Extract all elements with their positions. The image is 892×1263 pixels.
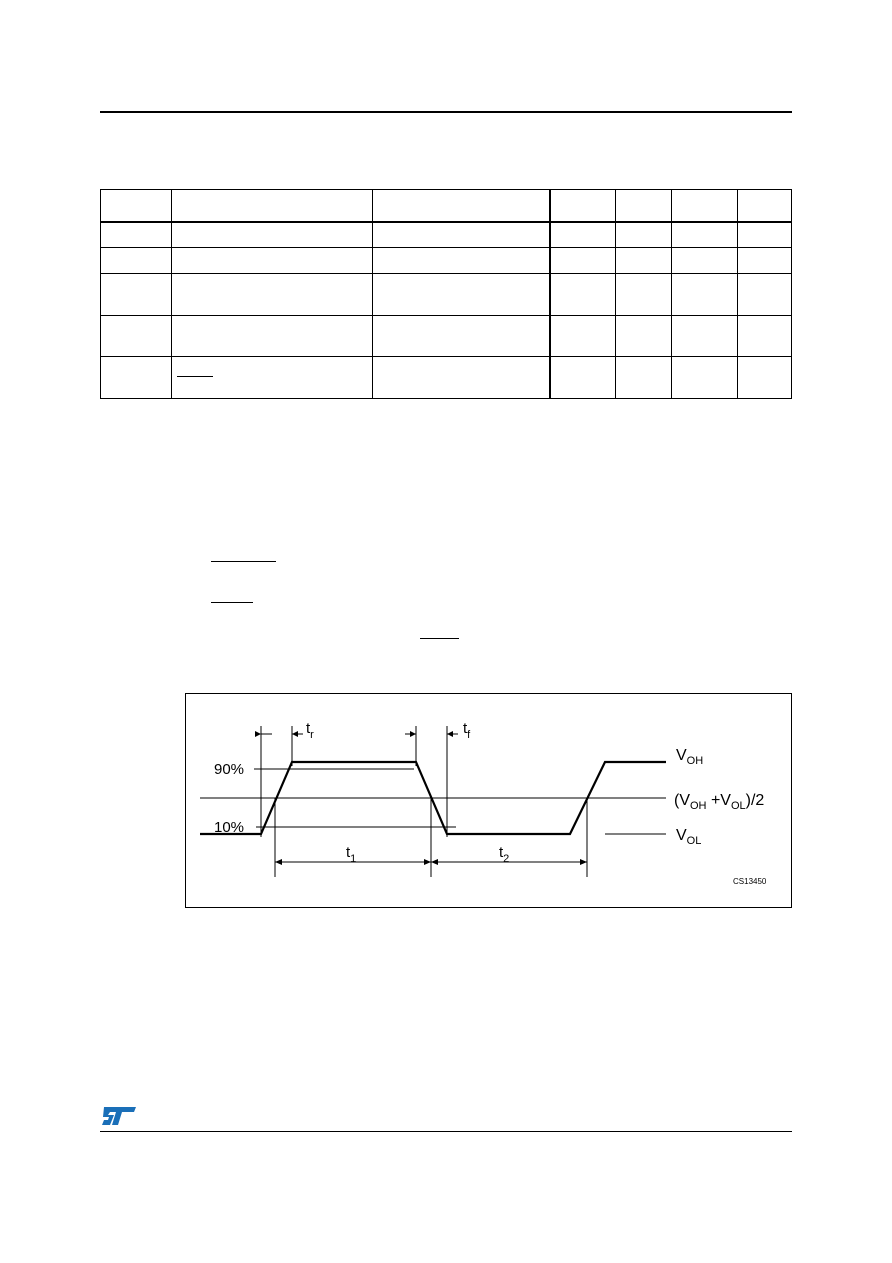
table-column-border [372, 189, 373, 399]
table-column-border [615, 189, 616, 399]
table-row-border [100, 273, 792, 274]
tf-label: $t_f$ [463, 720, 471, 741]
figure-code-label: CS13450 [733, 877, 767, 886]
overbar-mark [211, 561, 276, 562]
t1-arrowhead [424, 859, 431, 865]
table-column-border [100, 189, 101, 399]
overbar-mark [420, 638, 459, 639]
t2-arrowhead [580, 859, 587, 865]
footer-rule [100, 1131, 792, 1132]
tf-arrowhead [447, 731, 453, 737]
table-right-border [791, 189, 792, 399]
timing-diagram [186, 694, 793, 909]
table-column-border [737, 189, 738, 399]
tr-arrowhead [292, 731, 298, 737]
tf-arrowhead [410, 731, 416, 737]
table-header-border [100, 221, 792, 223]
t2-label: $t_2$ [499, 844, 510, 865]
table-row-border [100, 315, 792, 316]
t1-label: $t_1$ [346, 844, 357, 865]
vol-label: $V_{OL}$ [676, 827, 702, 847]
timing-diagram-frame [185, 693, 792, 908]
table-row-border [100, 356, 792, 357]
table-column-border [171, 189, 172, 399]
table-top-border [100, 189, 792, 190]
table-column-border [671, 189, 672, 399]
pct90-label: 90% [214, 761, 245, 778]
header-rule [100, 111, 792, 113]
st-logo-icon [100, 1105, 138, 1127]
t2-arrowhead [431, 859, 438, 865]
mid-level-label: $(V_{OH} +V_{OL})/2$ [674, 792, 765, 812]
t1-arrowhead [275, 859, 282, 865]
overbar-mark [211, 602, 253, 603]
overbar-mark [177, 376, 213, 377]
table-column-border [549, 189, 551, 399]
pct10-label: 10% [214, 819, 245, 836]
spec-table [100, 189, 792, 400]
table-bottom-border [100, 398, 792, 399]
voh-label: $V_{OH}$ [676, 747, 704, 767]
tr-arrowhead [255, 731, 261, 737]
table-row-border [100, 247, 792, 248]
tr-label: $t_r$ [306, 720, 314, 741]
